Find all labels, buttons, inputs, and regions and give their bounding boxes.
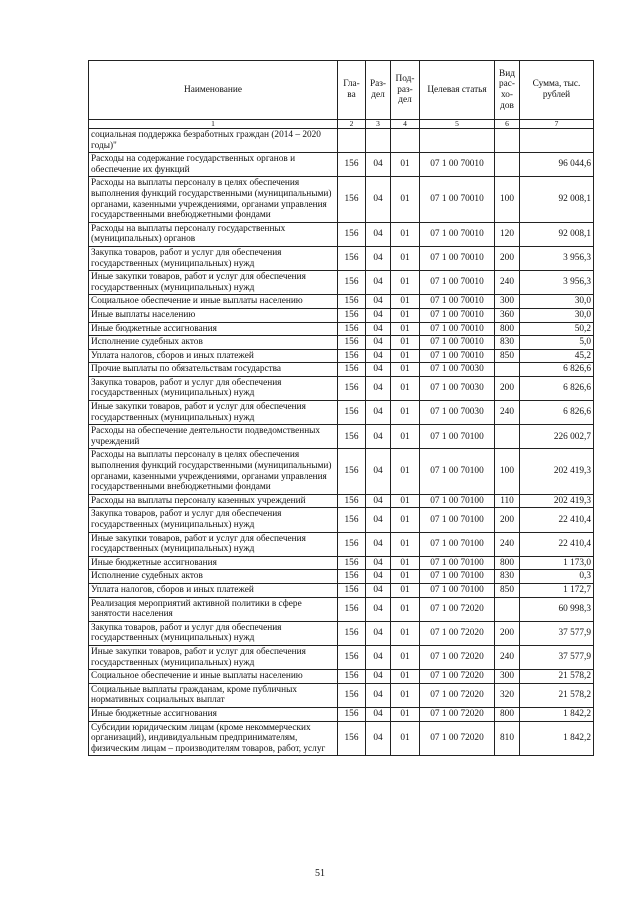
cell-glava: 156: [338, 532, 366, 556]
cell-vid: 800: [495, 322, 520, 336]
cell-glava: 156: [338, 583, 366, 597]
cell-podrazdel: 01: [391, 308, 420, 322]
cell-glava: 156: [338, 322, 366, 336]
cell-podrazdel: 01: [391, 449, 420, 494]
header-name: Наименование: [89, 61, 338, 120]
cell-razdel: 04: [366, 363, 391, 377]
cell-name: Социальное обеспечение и иные выплаты населению: [89, 670, 338, 684]
header-razdel: Раз-дел: [366, 61, 391, 120]
cell-razdel: 04: [366, 683, 391, 707]
cell-target: 07 1 00 70100: [420, 508, 495, 532]
cell-vid: 100: [495, 177, 520, 222]
cell-podrazdel: 01: [391, 376, 420, 400]
cell-glava: 156: [338, 425, 366, 449]
cell-podrazdel: 01: [391, 336, 420, 350]
cell-podrazdel: 01: [391, 532, 420, 556]
cell-target: 07 1 00 70010: [420, 336, 495, 350]
cell-glava: 156: [338, 153, 366, 177]
cell-razdel: 04: [366, 621, 391, 645]
cell-name: Расходы на содержание государственных органов и обеспечение их функций: [89, 153, 338, 177]
cell-target: 07 1 00 70030: [420, 363, 495, 377]
budget-table: [88, 60, 594, 756]
table-row: [89, 322, 594, 336]
column-number: 4: [391, 120, 420, 129]
cell-razdel: [366, 129, 391, 153]
table-row: [89, 336, 594, 350]
table-row: [89, 401, 594, 425]
cell-glava: 156: [338, 349, 366, 363]
cell-vid: 830: [495, 570, 520, 584]
cell-target: 07 1 00 70100: [420, 556, 495, 570]
cell-glava: 156: [338, 177, 366, 222]
column-number: 1: [89, 120, 338, 129]
cell-target: 07 1 00 70010: [420, 222, 495, 246]
table-body: [89, 129, 594, 756]
cell-sum: 1 842,2: [520, 721, 594, 756]
header-podrazdel: Под-раз-дел: [391, 61, 420, 120]
cell-name: Расходы на выплаты персоналу казенных учреждений: [89, 494, 338, 508]
table-row: [89, 583, 594, 597]
cell-podrazdel: 01: [391, 508, 420, 532]
cell-target: 07 1 00 70100: [420, 570, 495, 584]
table-row: [89, 222, 594, 246]
cell-name: Расходы на выплаты персоналу в целях обеспечения выполнения функций государственными (муниципальными) органами, казенными учреждениями, органами управления государственными внебюджетными фондами: [89, 177, 338, 222]
cell-podrazdel: 01: [391, 645, 420, 669]
table-row: [89, 425, 594, 449]
cell-glava: 156: [338, 449, 366, 494]
cell-sum: 30,0: [520, 308, 594, 322]
header-vid: Вид рас-хо-дов: [495, 61, 520, 120]
cell-name: Иные закупки товаров, работ и услуг для обеспечения государственных (муниципальных) нужд: [89, 271, 338, 295]
cell-vid: 120: [495, 222, 520, 246]
cell-vid: 240: [495, 271, 520, 295]
cell-podrazdel: 01: [391, 153, 420, 177]
cell-vid: 200: [495, 376, 520, 400]
cell-name: Социальные выплаты гражданам, кроме публичных нормативных социальных выплат: [89, 683, 338, 707]
cell-razdel: 04: [366, 295, 391, 309]
cell-sum: 202 419,3: [520, 494, 594, 508]
cell-target: 07 1 00 70010: [420, 271, 495, 295]
cell-razdel: 04: [366, 271, 391, 295]
table-row: [89, 177, 594, 222]
cell-target: 07 1 00 70100: [420, 494, 495, 508]
cell-razdel: 04: [366, 376, 391, 400]
cell-name: Иные закупки товаров, работ и услуг для обеспечения государственных (муниципальных) нужд: [89, 401, 338, 425]
cell-sum: 202 419,3: [520, 449, 594, 494]
cell-target: 07 1 00 72020: [420, 597, 495, 621]
cell-vid: 300: [495, 295, 520, 309]
cell-vid: 200: [495, 246, 520, 270]
table-row: [89, 449, 594, 494]
column-number: 5: [420, 120, 495, 129]
cell-sum: 3 956,3: [520, 271, 594, 295]
cell-podrazdel: 01: [391, 597, 420, 621]
cell-target: 07 1 00 70100: [420, 583, 495, 597]
cell-name: Субсидии юридическим лицам (кроме некоммерческих организаций), индивидуальным предпринимателям, физическим лицам – производителям товаров, работ, услуг: [89, 721, 338, 756]
cell-podrazdel: 01: [391, 683, 420, 707]
cell-vid: 850: [495, 583, 520, 597]
cell-vid: 100: [495, 449, 520, 494]
cell-razdel: 04: [366, 583, 391, 597]
cell-podrazdel: 01: [391, 222, 420, 246]
cell-glava: 156: [338, 721, 366, 756]
header-sum: Сумма, тыс. рублей: [520, 61, 594, 120]
cell-target: 07 1 00 70010: [420, 322, 495, 336]
column-number-row: [89, 120, 594, 129]
cell-podrazdel: 01: [391, 349, 420, 363]
cell-razdel: 04: [366, 177, 391, 222]
cell-sum: 1 173,0: [520, 556, 594, 570]
table-row: [89, 129, 594, 153]
table-row: [89, 271, 594, 295]
page-number: 51: [315, 868, 325, 879]
cell-podrazdel: 01: [391, 707, 420, 721]
cell-target: 07 1 00 70010: [420, 349, 495, 363]
cell-podrazdel: 01: [391, 425, 420, 449]
cell-vid: [495, 597, 520, 621]
cell-name: социальная поддержка безработных граждан (2014 – 2020 годы)": [89, 129, 338, 153]
cell-podrazdel: 01: [391, 556, 420, 570]
cell-podrazdel: 01: [391, 246, 420, 270]
table-row: [89, 556, 594, 570]
cell-vid: 200: [495, 621, 520, 645]
cell-sum: 50,2: [520, 322, 594, 336]
cell-razdel: 04: [366, 670, 391, 684]
cell-podrazdel: 01: [391, 583, 420, 597]
cell-name: Закупка товаров, работ и услуг для обеспечения государственных (муниципальных) нужд: [89, 508, 338, 532]
cell-sum: 6 826,6: [520, 401, 594, 425]
cell-glava: 156: [338, 508, 366, 532]
cell-razdel: 04: [366, 494, 391, 508]
cell-vid: 240: [495, 401, 520, 425]
cell-sum: 1 842,2: [520, 707, 594, 721]
cell-sum: 30,0: [520, 295, 594, 309]
cell-vid: [495, 129, 520, 153]
cell-vid: 850: [495, 349, 520, 363]
cell-name: Исполнение судебных актов: [89, 336, 338, 350]
cell-razdel: 04: [366, 556, 391, 570]
cell-glava: 156: [338, 336, 366, 350]
cell-podrazdel: 01: [391, 363, 420, 377]
cell-razdel: 04: [366, 349, 391, 363]
table-row: [89, 153, 594, 177]
cell-name: Иные бюджетные ассигнования: [89, 707, 338, 721]
cell-vid: 200: [495, 508, 520, 532]
cell-sum: 22 410,4: [520, 532, 594, 556]
cell-name: Расходы на выплаты персоналу государственных (муниципальных) органов: [89, 222, 338, 246]
cell-target: 07 1 00 70010: [420, 308, 495, 322]
cell-podrazdel: 01: [391, 177, 420, 222]
cell-glava: 156: [338, 271, 366, 295]
column-number: 3: [366, 120, 391, 129]
cell-name: Закупка товаров, работ и услуг для обеспечения государственных (муниципальных) нужд: [89, 621, 338, 645]
cell-razdel: 04: [366, 532, 391, 556]
table-row: [89, 570, 594, 584]
cell-vid: 810: [495, 721, 520, 756]
table-row: [89, 532, 594, 556]
cell-name: Иные выплаты населению: [89, 308, 338, 322]
cell-vid: [495, 153, 520, 177]
cell-razdel: 04: [366, 707, 391, 721]
cell-glava: [338, 129, 366, 153]
cell-podrazdel: 01: [391, 322, 420, 336]
cell-vid: 830: [495, 336, 520, 350]
cell-name: Закупка товаров, работ и услуг для обеспечения государственных (муниципальных) нужд: [89, 376, 338, 400]
cell-target: 07 1 00 70030: [420, 376, 495, 400]
cell-target: 07 1 00 70100: [420, 532, 495, 556]
cell-glava: 156: [338, 295, 366, 309]
cell-razdel: 04: [366, 322, 391, 336]
cell-glava: 156: [338, 570, 366, 584]
header-row: [89, 61, 594, 120]
cell-target: 07 1 00 72020: [420, 721, 495, 756]
cell-glava: 156: [338, 645, 366, 669]
cell-glava: 156: [338, 683, 366, 707]
table-row: [89, 349, 594, 363]
table-row: [89, 308, 594, 322]
cell-podrazdel: 01: [391, 494, 420, 508]
table-row: [89, 246, 594, 270]
cell-sum: 6 826,6: [520, 363, 594, 377]
cell-target: [420, 129, 495, 153]
budget-table-container: [88, 60, 593, 756]
table-row: [89, 683, 594, 707]
cell-name: Иные закупки товаров, работ и услуг для обеспечения государственных (муниципальных) нужд: [89, 645, 338, 669]
cell-glava: 156: [338, 222, 366, 246]
cell-razdel: 04: [366, 246, 391, 270]
cell-name: Уплата налогов, сборов и иных платежей: [89, 583, 338, 597]
cell-glava: 156: [338, 401, 366, 425]
cell-glava: 156: [338, 556, 366, 570]
cell-vid: 800: [495, 707, 520, 721]
cell-vid: 320: [495, 683, 520, 707]
cell-target: 07 1 00 70100: [420, 425, 495, 449]
table-row: [89, 621, 594, 645]
cell-sum: 0,3: [520, 570, 594, 584]
cell-target: 07 1 00 72020: [420, 621, 495, 645]
table-row: [89, 295, 594, 309]
cell-name: Расходы на выплаты персоналу в целях обеспечения выполнения функций государственными (муниципальными) органами, казенными учреждениями, органами управления государственными внебюджетными фондами: [89, 449, 338, 494]
cell-sum: 6 826,6: [520, 376, 594, 400]
cell-vid: 240: [495, 645, 520, 669]
cell-name: Иные закупки товаров, работ и услуг для обеспечения государственных (муниципальных) нужд: [89, 532, 338, 556]
cell-target: 07 1 00 72020: [420, 707, 495, 721]
cell-sum: 21 578,2: [520, 683, 594, 707]
cell-target: 07 1 00 70010: [420, 295, 495, 309]
cell-name: Закупка товаров, работ и услуг для обеспечения государственных (муниципальных) нужд: [89, 246, 338, 270]
table-row: [89, 707, 594, 721]
cell-razdel: 04: [366, 570, 391, 584]
cell-name: Расходы на обеспечение деятельности подведомственных учреждений: [89, 425, 338, 449]
cell-target: 07 1 00 72020: [420, 670, 495, 684]
cell-vid: 240: [495, 532, 520, 556]
table-row: [89, 670, 594, 684]
cell-name: Исполнение судебных актов: [89, 570, 338, 584]
cell-razdel: 04: [366, 508, 391, 532]
cell-sum: 37 577,9: [520, 621, 594, 645]
cell-target: 07 1 00 70030: [420, 401, 495, 425]
cell-podrazdel: 01: [391, 721, 420, 756]
cell-glava: 156: [338, 363, 366, 377]
cell-name: Реализация мероприятий активной политики в сфере занятости населения: [89, 597, 338, 621]
cell-sum: 22 410,4: [520, 508, 594, 532]
cell-glava: 156: [338, 597, 366, 621]
cell-sum: 45,2: [520, 349, 594, 363]
cell-name: Уплата налогов, сборов и иных платежей: [89, 349, 338, 363]
cell-vid: 360: [495, 308, 520, 322]
table-row: [89, 597, 594, 621]
cell-razdel: 04: [366, 401, 391, 425]
cell-vid: 800: [495, 556, 520, 570]
cell-name: Прочие выплаты по обязательствам государства: [89, 363, 338, 377]
cell-razdel: 04: [366, 153, 391, 177]
cell-sum: 92 008,1: [520, 222, 594, 246]
cell-glava: 156: [338, 376, 366, 400]
cell-podrazdel: 01: [391, 271, 420, 295]
cell-razdel: 04: [366, 449, 391, 494]
cell-podrazdel: 01: [391, 621, 420, 645]
cell-sum: 3 956,3: [520, 246, 594, 270]
cell-glava: 156: [338, 707, 366, 721]
cell-razdel: 04: [366, 721, 391, 756]
cell-name: Иные бюджетные ассигнования: [89, 322, 338, 336]
cell-razdel: 04: [366, 336, 391, 350]
cell-glava: 156: [338, 308, 366, 322]
table-row: [89, 721, 594, 756]
cell-podrazdel: 01: [391, 401, 420, 425]
cell-target: 07 1 00 72020: [420, 683, 495, 707]
cell-podrazdel: 01: [391, 295, 420, 309]
column-number: 7: [520, 120, 594, 129]
cell-target: 07 1 00 70100: [420, 449, 495, 494]
table-row: [89, 363, 594, 377]
cell-glava: 156: [338, 246, 366, 270]
cell-podrazdel: 01: [391, 570, 420, 584]
cell-razdel: 04: [366, 308, 391, 322]
header-glava: Гла-ва: [338, 61, 366, 120]
table-row: [89, 645, 594, 669]
cell-sum: 92 008,1: [520, 177, 594, 222]
table-row: [89, 508, 594, 532]
cell-target: 07 1 00 70010: [420, 246, 495, 270]
cell-name: Иные бюджетные ассигнования: [89, 556, 338, 570]
cell-glava: 156: [338, 494, 366, 508]
cell-glava: 156: [338, 621, 366, 645]
column-number: 6: [495, 120, 520, 129]
cell-sum: 96 044,6: [520, 153, 594, 177]
column-number: 2: [338, 120, 366, 129]
cell-podrazdel: [391, 129, 420, 153]
cell-podrazdel: 01: [391, 670, 420, 684]
cell-vid: 300: [495, 670, 520, 684]
cell-sum: 37 577,9: [520, 645, 594, 669]
cell-sum: 1 172,7: [520, 583, 594, 597]
cell-sum: [520, 129, 594, 153]
cell-sum: 60 998,3: [520, 597, 594, 621]
cell-razdel: 04: [366, 425, 391, 449]
cell-target: 07 1 00 70010: [420, 177, 495, 222]
table-row: [89, 376, 594, 400]
cell-target: 07 1 00 72020: [420, 645, 495, 669]
cell-vid: [495, 425, 520, 449]
cell-razdel: 04: [366, 645, 391, 669]
cell-vid: [495, 363, 520, 377]
cell-target: 07 1 00 70010: [420, 153, 495, 177]
cell-glava: 156: [338, 670, 366, 684]
cell-vid: 110: [495, 494, 520, 508]
cell-razdel: 04: [366, 597, 391, 621]
cell-sum: 5,0: [520, 336, 594, 350]
cell-sum: 226 002,7: [520, 425, 594, 449]
table-row: [89, 494, 594, 508]
cell-razdel: 04: [366, 222, 391, 246]
header-target: Целевая статья: [420, 61, 495, 120]
cell-sum: 21 578,2: [520, 670, 594, 684]
cell-name: Социальное обеспечение и иные выплаты населению: [89, 295, 338, 309]
